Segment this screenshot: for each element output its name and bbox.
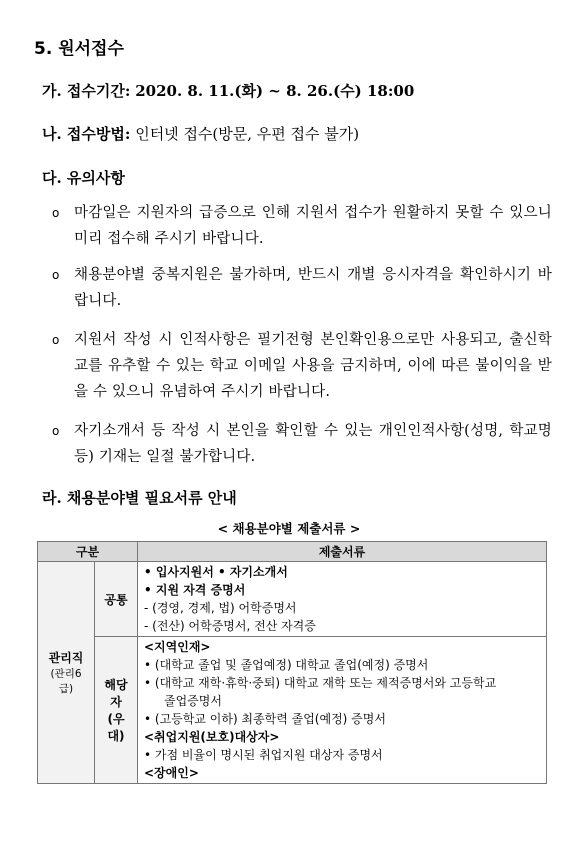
- pref-label: 해당자 (우대): [95, 637, 138, 784]
- period-label: 가. 접수기간:: [42, 82, 131, 100]
- common-label: 공통: [95, 562, 138, 637]
- docs-heading: 라. 채용분야별 필요서류 안내: [42, 489, 237, 507]
- period-line: [42, 80, 414, 101]
- method-line: [42, 123, 359, 144]
- note-text: 지원서 작성 시 인적사항은 필기전형 본인확인용으로만 사용되고, 출신학교를 유추할 수 있는 학교 이메일 사용을 금지하며, 이에 따른 불이익을 받을 수 있으니 유념하여 주시기 바랍니다.: [74, 332, 552, 400]
- common-docs: • 입사지원서 • 자기소개서 • 지원 자격 증명서 - (경영, 경제, 법) 어학증명서 - (전산) 어학증명서, 전산 자격증: [138, 562, 547, 637]
- note-item: [52, 262, 552, 314]
- docs-table: [37, 541, 547, 784]
- note-text: 채용분야별 중복지원은 불가하며, 반드시 개별 응시자격을 확인하시기 바랍니다.: [74, 267, 552, 309]
- bullet-marker: o: [52, 206, 60, 220]
- group-label: 관리직: [48, 651, 84, 665]
- note-item: [52, 327, 552, 405]
- bullet-marker: o: [52, 424, 60, 438]
- group-cell: [38, 562, 95, 784]
- bullet-marker: o: [52, 268, 60, 282]
- group-sub-label: (관리6급): [50, 668, 82, 695]
- pref-docs: <지역인재> • (대학교 졸업 및 졸업예정) 대학교 졸업(예정) 증명서 • (대학교 재학·휴학·중퇴) 대학교 재학 또는 제적증명서와 고등학교 졸업증명서 • (고등학교 이하) 최종학력 졸업(예정) 증명서 <취업지원(보호)대상자> • 가점 비율이 명시된 취업지원 대상자 증명서 <장애인>: [138, 637, 547, 784]
- table-title: < 채용분야별 제출서류 >: [217, 521, 361, 536]
- method-value: 인터넷 접수(방문, 우편 접수 불가): [130, 125, 360, 143]
- period-value: 2020. 8. 11.(화) ~ 8. 26.(수) 18:00: [135, 82, 415, 100]
- note-item: [52, 200, 552, 252]
- note-item: [52, 418, 552, 470]
- table-header-row: [38, 542, 547, 562]
- header-documents: 제출서류: [138, 542, 547, 562]
- bullet-marker: o: [52, 333, 60, 347]
- header-category: 구분: [38, 542, 138, 562]
- method-label: 나. 접수방법:: [42, 125, 131, 143]
- notes-heading: 다. 유의사항: [42, 169, 125, 187]
- section-heading: 5. 원서접수: [34, 39, 124, 59]
- table-row: [38, 637, 547, 784]
- note-text: 마감일은 지원자의 급증으로 인해 지원서 접수가 원활하지 못할 수 있으니 미리 접수해 주시기 바랍니다.: [74, 205, 552, 247]
- table-row: [38, 562, 547, 637]
- note-text: 자기소개서 등 작성 시 본인을 확인할 수 있는 개인인적사항(성명, 학교명 등) 기재는 일절 불가합니다.: [74, 423, 552, 465]
